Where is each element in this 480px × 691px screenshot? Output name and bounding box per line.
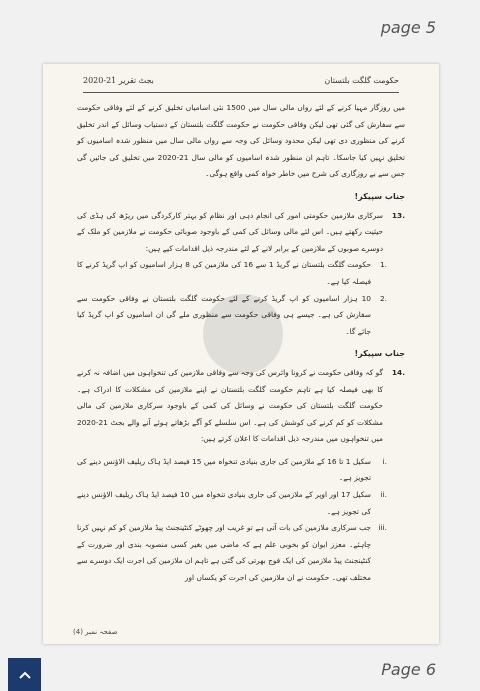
list-item-text: 10 ہزار اسامیوں کو اپ گریڈ کرنے کے لئے حکومت گلگت بلتستان نے وفاقی حکومت سے سفارش کی ہے۔ جیسے ہی وفاقی حکومت سے منظوری ملے گی ان اسامیوں کو اپ گریڈ کیا جائے گا۔: [77, 293, 371, 336]
list-item: [77, 257, 405, 290]
document-body: [77, 100, 405, 587]
chevron-up-icon: [18, 670, 32, 680]
paragraph-text: سرکاری ملازمین حکومتی امور کی انجام دہی اور نظام کو بہتر کارکردگی میں ریڑھ کی ہڈی کی حیثیت رکھتے ہیں۔ اس لئے مالی وسائل کی کمی کے باوجود صوبائی حکومت نے ملازمین کو ملک کے دوسرے صوبوں کے ملازمین کے برابر لانے کے لئے مندرجہ ذیل اقدامات کیے ہیں:: [77, 210, 383, 253]
list-item-text: جب سرکاری ملازمین کی بات آتی ہے تو غریب اور چھوٹے کنٹینجنٹ پیڈ ملازمین کو کم نہیں کرنا چاہئے۔ معزز ایوان کو بخوبی علم ہے کہ ماضی میں بغیر کسی منصوبہ بندی اور ضرورت کے کنٹینجنٹ پیڈ ملازمین کی ایک فوج بھرتی کی گئی ہے تاہم ان ملازمین کی اجرت ایک دوسرے سے مختلف تھی۔ حکومت نے ان ملازمین کی اجرت کو یکساں اور: [77, 523, 371, 583]
list-marker: iii.: [378, 523, 387, 533]
heading-speaker-1: جناب سپیکر!: [354, 191, 405, 201]
list-item: [77, 487, 405, 520]
header-org: حکومت گلگت بلتستان: [324, 76, 399, 85]
paragraph-14: [77, 365, 405, 448]
list-item-text: سکیل 1 تا 16 کے ملازمین کی جاری بنیادی تنخواہ میں 15 فیصد ایڈ ہاک ریلیف الاؤنس دینے کی تجویز ہے۔: [77, 456, 371, 483]
list-item: [77, 454, 405, 487]
list-item-text: سکیل 17 اور اوپر کے ملازمین کی جاری بنیادی تنخواہ میں 10 فیصد ایڈ ہاک ریلیف الاؤنس دینے کی تجویز ہے۔: [77, 490, 372, 516]
paragraph-text: گو کہ وفاقی حکومت نے کرونا وائرس کی وجہ سے وفاقی ملازمین کی تنخواہوں میں اضافہ نہ کرنے کا بھی فیصلہ کیا ہے تاہم حکومت گلگت بلتستان نے اپنے ملازمین کی مشکلات کا ادراک ہے۔ حکومت گلگت بلتستان کی حکومت نے وسائل کی کمی کے باوجود سرکاری ملازمین کی مالی مشکلات کو کم کرنے کی کوشش کی ہے۔ اس سلسلے کو آگے بڑھاتے ہوئے آنے والے بجٹ 21-2020 میں تنخواہوں میں مندرجہ ذیل اقدامات کا اعلان کرتے ہیں:: [77, 367, 383, 444]
list-item-text: حکومت گلگت بلتستان نے گریڈ 1 سے 16 کی ملازمین کی 8 ہزار اسامیوں کو اپ گریڈ کرنے کا فیصلہ کیا ہے۔: [77, 260, 371, 286]
page-label-bottom: Page 6: [381, 660, 436, 679]
sheet-header: [83, 76, 399, 92]
header-title: بجٹ تقریر 21-2020: [83, 76, 154, 85]
heading-speaker-2: جناب سپیکر!: [354, 349, 405, 359]
list-marker: 1.: [379, 260, 387, 270]
paragraph-number: 14.: [391, 367, 405, 377]
list-marker: 2.: [379, 293, 387, 303]
scroll-to-top-button[interactable]: [8, 658, 41, 691]
list-item: [77, 520, 405, 586]
paragraph-13: [77, 208, 405, 258]
list-marker: i.: [382, 456, 387, 466]
paragraph-number: 13.: [391, 210, 405, 220]
page-label-top: page 5: [380, 18, 436, 37]
list-item: [77, 291, 405, 341]
list-marker: ii.: [380, 490, 387, 500]
header-rule: [83, 92, 399, 93]
document-sheet: [43, 64, 439, 644]
page-footer: صفحہ نمبر (4): [73, 628, 118, 636]
intro-paragraph: میں روزگار مہیا کرنے کے لئے رواں مالی سال میں 1500 نئی اسامیاں تخلیق کرنے کے لئے وفاقی حکومت سے سفارش کی گئی تھی لیکن وفاقی حکومت نے حکومت گلگت بلتستان کے دستیاب وسائل کے اندر تخلیق کرنے کی منظوری دی تھی لیکن محدود وسائل کی وجہ سے رواں مالی سال میں منظور شدہ اسامیوں کو تخلیق نہیں کیا جاسکا۔ تاہم ان منظور شدہ اسامیوں کو مالی سال 21-2020 میں تخلیق کی جائیں گی جس سے بے روزگاری کی شرح میں خاطر خواہ کمی واقع ہوگی۔: [77, 103, 405, 179]
